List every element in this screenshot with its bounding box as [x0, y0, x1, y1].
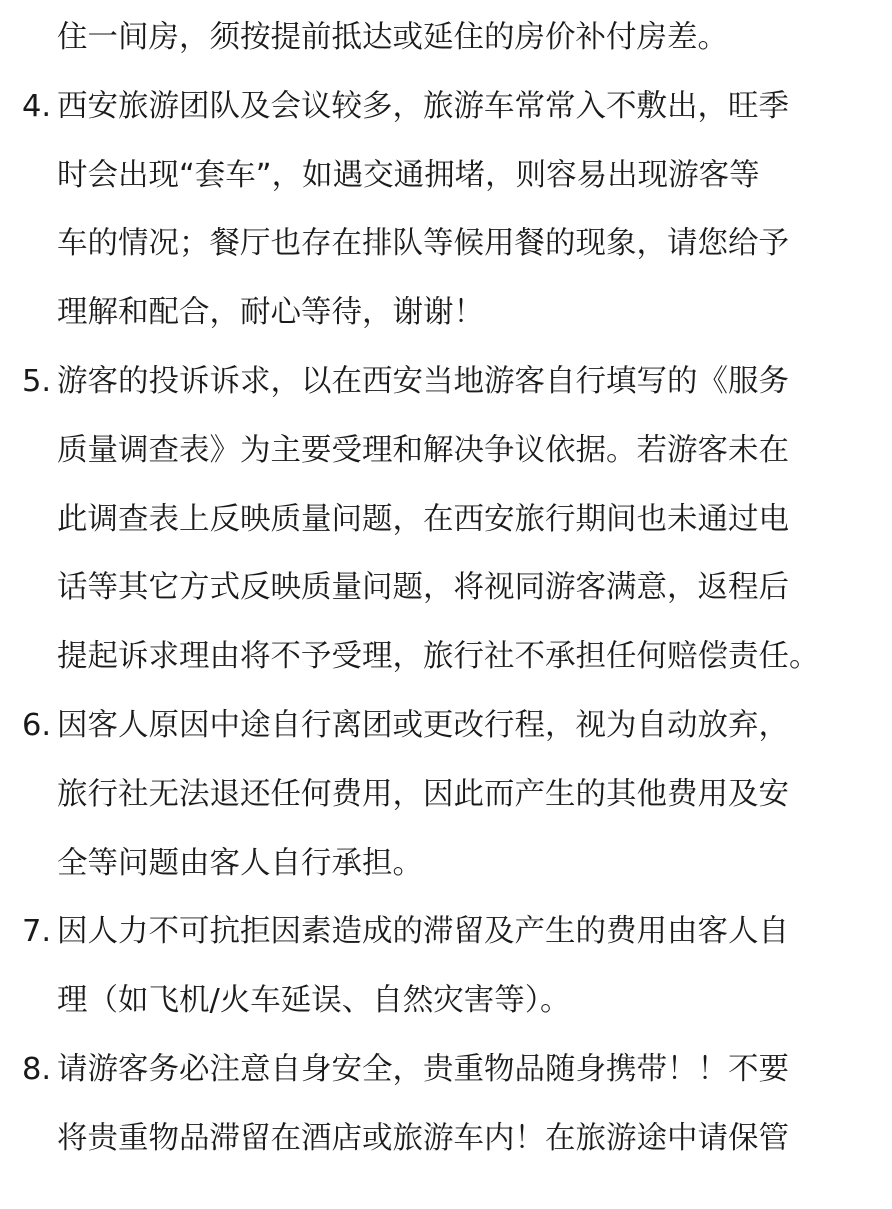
- item-4-line-4: [0, 279, 892, 348]
- line-text: 质量调查表》为主要受理和解决争议依据。若游客未在: [57, 432, 789, 468]
- line-text: 请游客务必注意自身安全，贵重物品随身携带！！不要: [57, 1051, 789, 1087]
- line-text: 时会出现“套车”，如遇交通拥堵，则容易出现游客等: [57, 157, 760, 193]
- line-text: 住一间房，须按提前抵达或延住的房价补付房差。: [57, 20, 728, 55]
- line-text: 此调查表上反映质量问题，在西安旅行期间也未通过电: [57, 501, 789, 537]
- line-text: 理（如飞机/火车延误、自然灾害等）。: [57, 983, 571, 1019]
- line-text: 理解和配合，耐心等待，谢谢！: [57, 295, 484, 331]
- item-6-line-1: [0, 692, 892, 761]
- line-text: 提起诉求理由将不予受理，旅行社不承担任何赔偿责任。: [57, 639, 820, 675]
- item-5-line-3: [0, 486, 892, 555]
- item-number: 7.: [22, 914, 52, 950]
- item-8-line-1: [0, 1036, 892, 1105]
- item-number: 6.: [22, 707, 52, 743]
- item-5-line-1: [0, 348, 892, 417]
- line-text: 将贵重物品滞留在酒店或旅游车内！在旅游途中请保管: [57, 1120, 789, 1156]
- item-7-line-1: [0, 898, 892, 967]
- item-number: 4.: [22, 88, 52, 124]
- item-7-line-2: [0, 967, 892, 1036]
- item-4-line-1: [0, 73, 892, 142]
- item-6-line-2: [0, 761, 892, 830]
- line-text: 旅行社无法退还任何费用，因此而产生的其他费用及安: [57, 776, 789, 812]
- line-text: 全等问题由客人自行承担。: [57, 845, 423, 881]
- item-number: 8.: [22, 1051, 52, 1087]
- line-text: 因人力不可抗拒因素造成的滞留及产生的费用由客人自: [57, 914, 789, 950]
- item-6-line-3: [0, 830, 892, 899]
- line-text: 因客人原因中途自行离团或更改行程，视为自动放弃，: [57, 707, 789, 743]
- line-text: 西安旅游团队及会议较多，旅游车常常入不敷出，旺季: [57, 88, 789, 124]
- item-5-line-4: [0, 554, 892, 623]
- document-page: [0, 4, 892, 1174]
- line-text: 游客的投诉诉求，以在西安当地游客自行填写的《服务: [57, 363, 789, 399]
- item-5-line-2: [0, 417, 892, 486]
- line-text: 话等其它方式反映质量问题，将视同游客满意，返程后: [57, 570, 789, 606]
- item-5-line-5: [0, 623, 892, 692]
- item-number: 5.: [22, 363, 52, 399]
- item-4-line-2: [0, 142, 892, 211]
- line-text: 车的情况；餐厅也存在排队等候用餐的现象，请您给予: [57, 226, 789, 262]
- item-8-line-2: [0, 1105, 892, 1174]
- intro-line: [0, 4, 892, 73]
- item-4-line-3: [0, 210, 892, 279]
